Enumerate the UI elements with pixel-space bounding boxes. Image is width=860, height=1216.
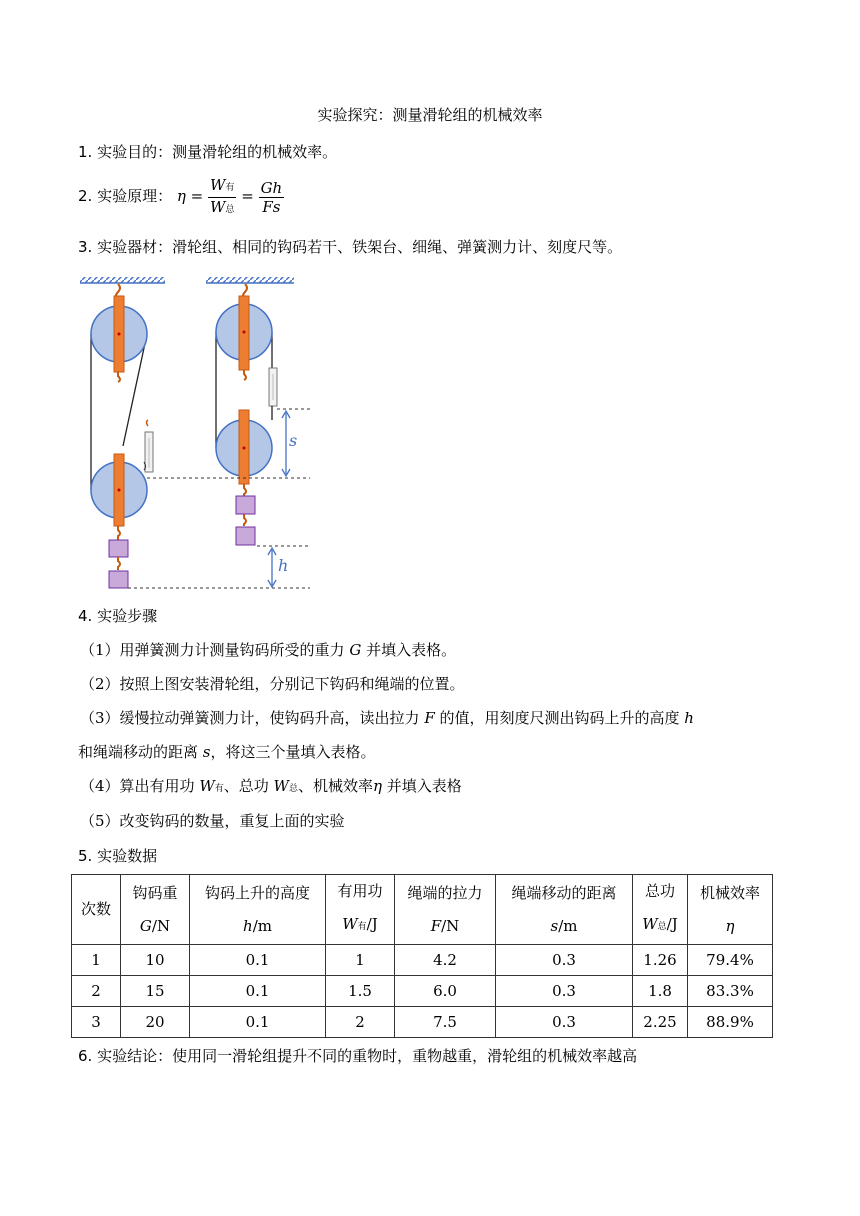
right-pulley-system [216, 284, 277, 545]
table-row: 3 20 0.1 2 7.5 0.3 2.25 88.9% [72, 1007, 773, 1038]
section-label: 3. 实验器材： [78, 238, 173, 256]
eta-symbol: η = [176, 187, 204, 205]
label-s: s [289, 431, 298, 450]
table-header-cell: 有用功 W有/J [326, 875, 395, 945]
step-item: （1）用弹簧测力计测量钩码所受的重力 G 并填入表格。 [80, 641, 457, 659]
section-label: 5. 实验数据 [78, 847, 158, 865]
table-row: 2 15 0.1 1.5 6.0 0.3 1.8 83.3% [72, 976, 773, 1007]
ceiling [80, 277, 165, 283]
left-pulley-system [91, 284, 153, 588]
section-data-heading [78, 845, 157, 866]
work-ratio-fraction: $\frac{\text{W有}}{\text{W总}}$ [209, 175, 235, 216]
section-principle [78, 174, 284, 218]
table-row: 1 10 0.1 1 4.2 0.3 1.26 79.4% [72, 945, 773, 976]
hook-weight [109, 571, 128, 588]
height-h-arrow [268, 548, 288, 587]
pulley-diagram [70, 268, 320, 594]
table-header-cell: 绳端移动的距离 s/m [496, 875, 633, 945]
step-item: （3）缓慢拉动弹簧测力计，使钩码升高，读出拉力 F 的值，用刻度尺测出钩码上升的高度 h [80, 709, 694, 727]
equals-sign: = [241, 187, 254, 205]
table-header-cell: 钩码重 G/N [121, 875, 190, 945]
gh-fs-fraction: $\frac{Gh}{Fs}$ [260, 178, 283, 216]
section-conclusion [78, 1045, 637, 1066]
table-header-cell: 绳端的拉力 F/N [395, 875, 496, 945]
section-label: 2. 实验原理： [78, 187, 173, 205]
section-text: 使用同一滑轮组提升不同的重物时，重物越重，滑轮组的机械效率越高 [172, 1047, 638, 1065]
section-text: 测量滑轮组的机械效率。 [172, 143, 338, 161]
table-header-cell: 次数 [72, 875, 121, 945]
section-purpose [78, 141, 337, 162]
step-item: （5）改变钩码的数量，重复上面的实验 [80, 812, 345, 830]
section-label: 6. 实验结论： [78, 1047, 173, 1065]
distance-s-arrow [282, 411, 297, 476]
step-item: （4）算出有用功 W有、总功 W总、机械效率η 并填入表格 [80, 777, 462, 795]
section-label: 1. 实验目的： [78, 143, 173, 161]
hook-weight [236, 496, 255, 514]
table-header-cell: 机械效率 η [688, 875, 773, 945]
section-text: 滑轮组、相同的钩码若干、铁架台、细绳、弹簧测力计、刻度尺等。 [172, 238, 623, 256]
section-steps-heading [78, 605, 157, 626]
table-header-cell: 钩码上升的高度 h/m [190, 875, 326, 945]
section-equipment [78, 236, 622, 257]
hook-weight [109, 540, 128, 557]
ceiling [206, 277, 294, 283]
table-header-cell: 总功 W总/J [633, 875, 688, 945]
table-header-row [72, 875, 773, 945]
label-h: h [278, 556, 289, 575]
page-title: 实验探究：测量滑轮组的机械效率 [317, 106, 543, 124]
step-item: 和绳端移动的距离 s，将这三个量填入表格。 [78, 743, 376, 761]
section-label: 4. 实验步骤 [78, 607, 158, 625]
hook-weight [236, 527, 255, 545]
step-item: （2）按照上图安装滑轮组，分别记下钩码和绳端的位置。 [80, 675, 465, 693]
data-table [71, 874, 773, 1038]
